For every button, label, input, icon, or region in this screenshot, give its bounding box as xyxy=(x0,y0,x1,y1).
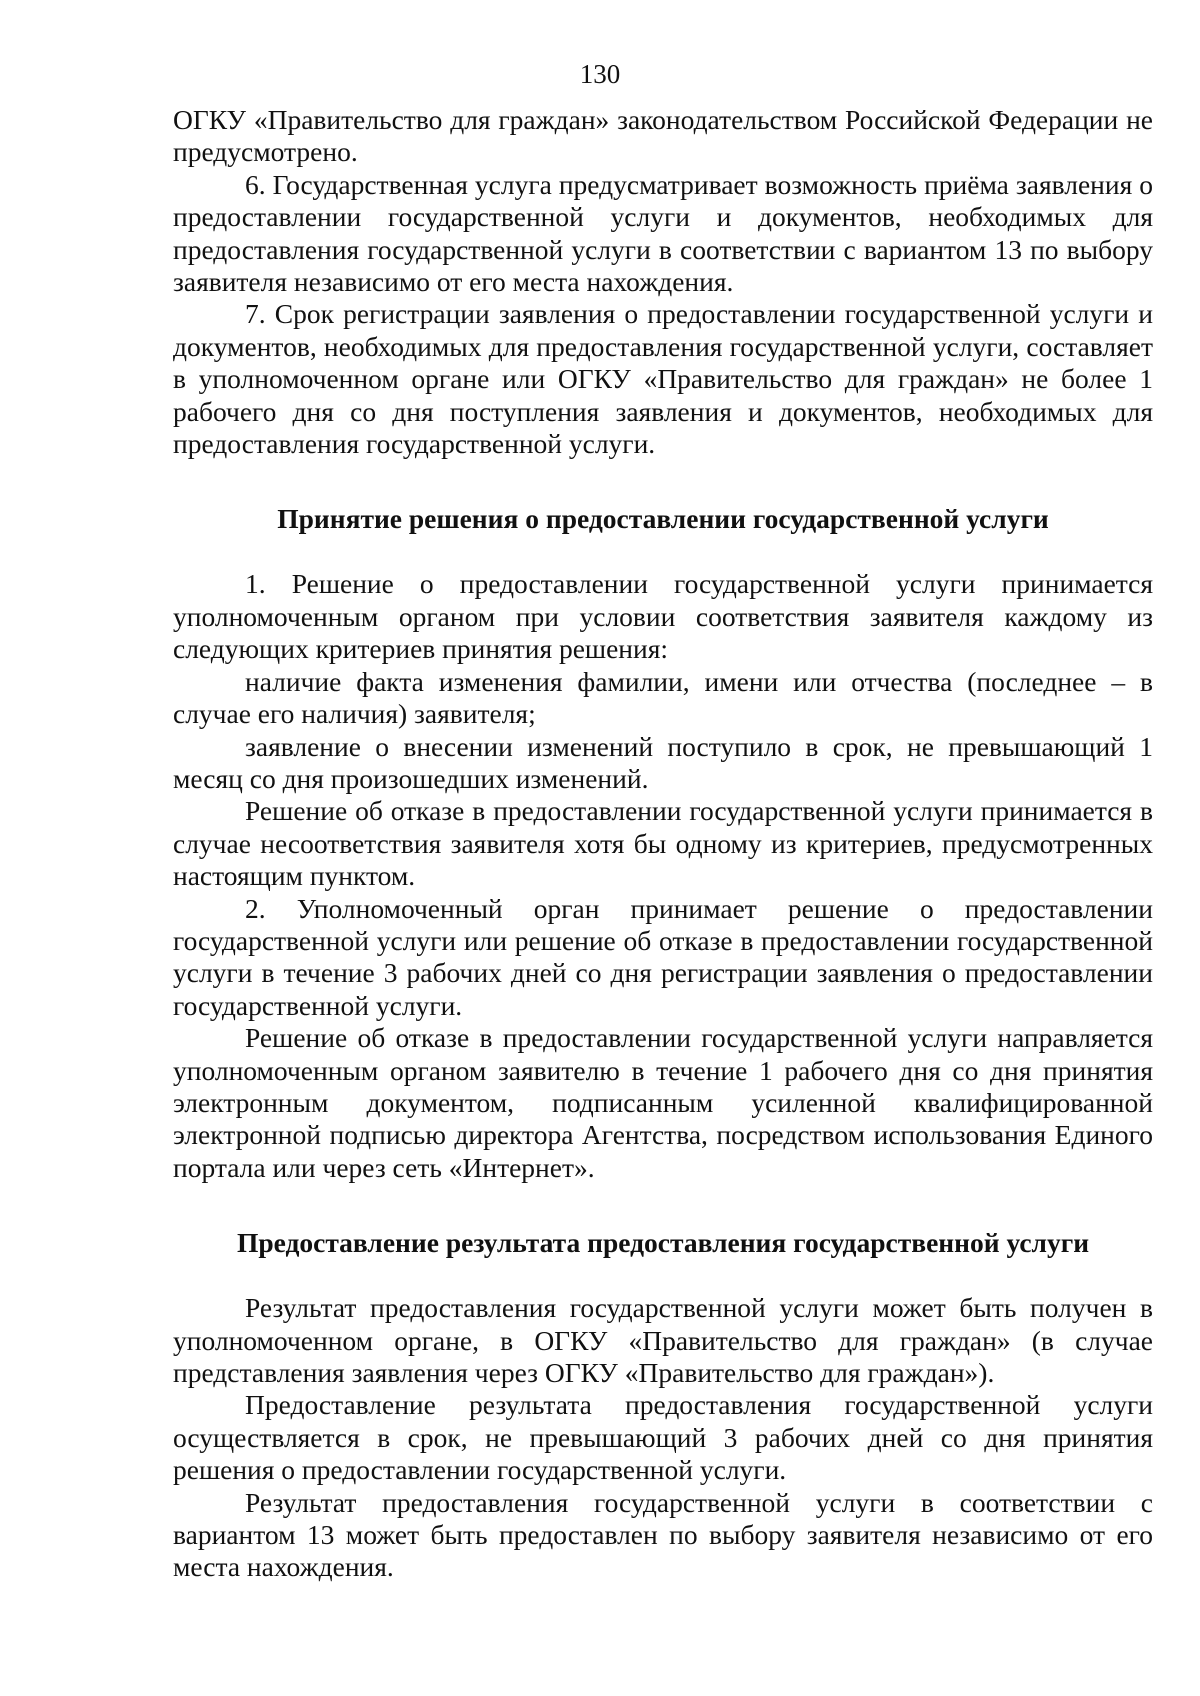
section-heading-result: Предоставление результата предоставления государственной услуги xyxy=(236,1227,1090,1259)
paragraph-item-6: 6. Государственная услуга предусматривает возможность приёма заявления о предоставлении государственной услуги и документов, необходимых для предоставления государственной услуги в соответствии с вариантом 13 по выбору заявителя независимо от его места нахождения. xyxy=(173,168,1153,298)
paragraph-continuation: ОГКУ «Правительство для граждан» законодательством Российской Федерации не предусмотрено. xyxy=(173,104,1153,168)
section-result xyxy=(173,1292,1153,1584)
paragraph-refusal-condition: Решение об отказе в предоставлении государственной услуги принимается в случае несоответствия заявителя хотя бы одному из критериев, предусмотренных настоящим пунктом. xyxy=(173,795,1153,892)
paragraph-criterion-deadline: заявление о внесении изменений поступило в срок, не превышающий 1 месяц со дня произошедших изменений. xyxy=(173,730,1153,794)
section-registration xyxy=(173,104,1153,460)
paragraph-result-variant: Результат предоставления государственной услуги в соответствии с вариантом 13 может быть предоставлен по выбору заявителя независимо от его места нахождения. xyxy=(173,1486,1153,1583)
paragraph-result-term: Предоставление результата предоставления государственной услуги осуществляется в срок, не превышающий 3 рабочих дней со дня принятия решения о предоставлении государственной услуги. xyxy=(173,1389,1153,1486)
paragraph-criterion-name-change: наличие факта изменения фамилии, имени или отчества (последнее – в случае его наличия) заявителя; xyxy=(173,665,1153,730)
section-decision xyxy=(173,568,1153,1184)
page-number: 130 xyxy=(579,59,621,89)
paragraph-decision-1: 1. Решение о предоставлении государственной услуги принимается уполномоченным органом при условии соответствия заявителя каждому из следующих критериев принятия решения: xyxy=(173,568,1153,665)
paragraph-decision-2: 2. Уполномоченный орган принимает решение о предоставлении государственной услуги или решение об отказе в предоставлении государственной услуги в течение 3 рабочих дней со дня регистрации заявления о предоставлении государственной услуги. xyxy=(173,892,1153,1021)
paragraph-item-7: 7. Срок регистрации заявления о предоставлении государственной услуги и документов, необходимых для предоставления государственной услуги, составляет в уполномоченном органе или ОГКУ «Правительство для граждан» не более 1 рабочего дня со дня поступления заявления и документов, необходимых для предоставления государственной услуги. xyxy=(173,298,1153,460)
paragraph-refusal-delivery: Решение об отказе в предоставлении государственной услуги направляется уполномоченным органом заявителю в течение 1 рабочего дня со дня принятия электронным документом, подписанным усиленной квалифицированной электронной подписью директора Агентства, посредством использования Единого портала или через сеть «Интернет». xyxy=(173,1022,1153,1183)
paragraph-result-place: Результат предоставления государственной услуги может быть получен в уполномоченном органе, в ОГКУ «Правительство для граждан» (в случае представления заявления через ОГКУ «Правительство для граждан»). xyxy=(173,1292,1153,1388)
document-body xyxy=(173,104,1153,1584)
section-heading-decision: Принятие решения о предоставлении государственной услуги xyxy=(277,503,1049,535)
